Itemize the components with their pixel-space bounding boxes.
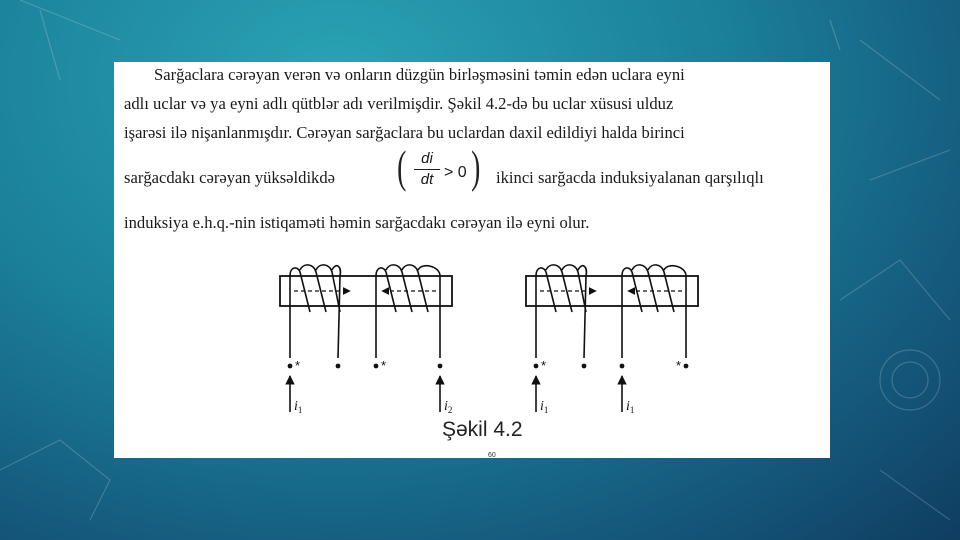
text-line: adlı uclar və ya eyni adlı qütblər adı verilmişdir. Şəkil 4.2-də bu uclar xüsusi ulduz (124, 94, 674, 113)
derivative-formula: ( di dt > 0 ) (397, 141, 481, 192)
coil-diagram (114, 62, 830, 458)
page-number: 60 (488, 452, 496, 459)
text-line: ikinci sarğacda induksiyalanan qarşılıqlı (496, 168, 764, 187)
formula-denominator: dt (420, 171, 434, 188)
text-line: işarəsi ilə nişanlanmışdır. Cərəyan sarğaclara bu uclardan daxil edildiyi halda birinci (124, 123, 685, 142)
current-label: $i_1$ (626, 399, 635, 415)
formula-relation: > 0 (444, 164, 467, 181)
document-page (114, 62, 830, 458)
text-line: Sarğaclara cərəyan verən və onların düzgün birləşməsini təmin edən uclara eyni (154, 65, 685, 84)
formula-numerator: di (421, 150, 433, 167)
current-label: $i_1$ (540, 399, 549, 415)
text-line: induksiya e.h.q.-nin istiqaməti həmin sarğacdakı cərəyan ilə eyni olur. (124, 213, 590, 232)
polarity-star: * (381, 358, 387, 373)
polarity-star: * (676, 358, 682, 373)
current-label: $i_2$ (444, 399, 453, 415)
text-line: sarğacdakı cərəyan yüksəldikdə (124, 168, 336, 187)
polarity-star: * (541, 358, 547, 373)
figure-caption: Şəkil 4.2 (442, 418, 523, 441)
current-label: $i_1$ (294, 399, 303, 415)
polarity-star: * (295, 358, 301, 373)
